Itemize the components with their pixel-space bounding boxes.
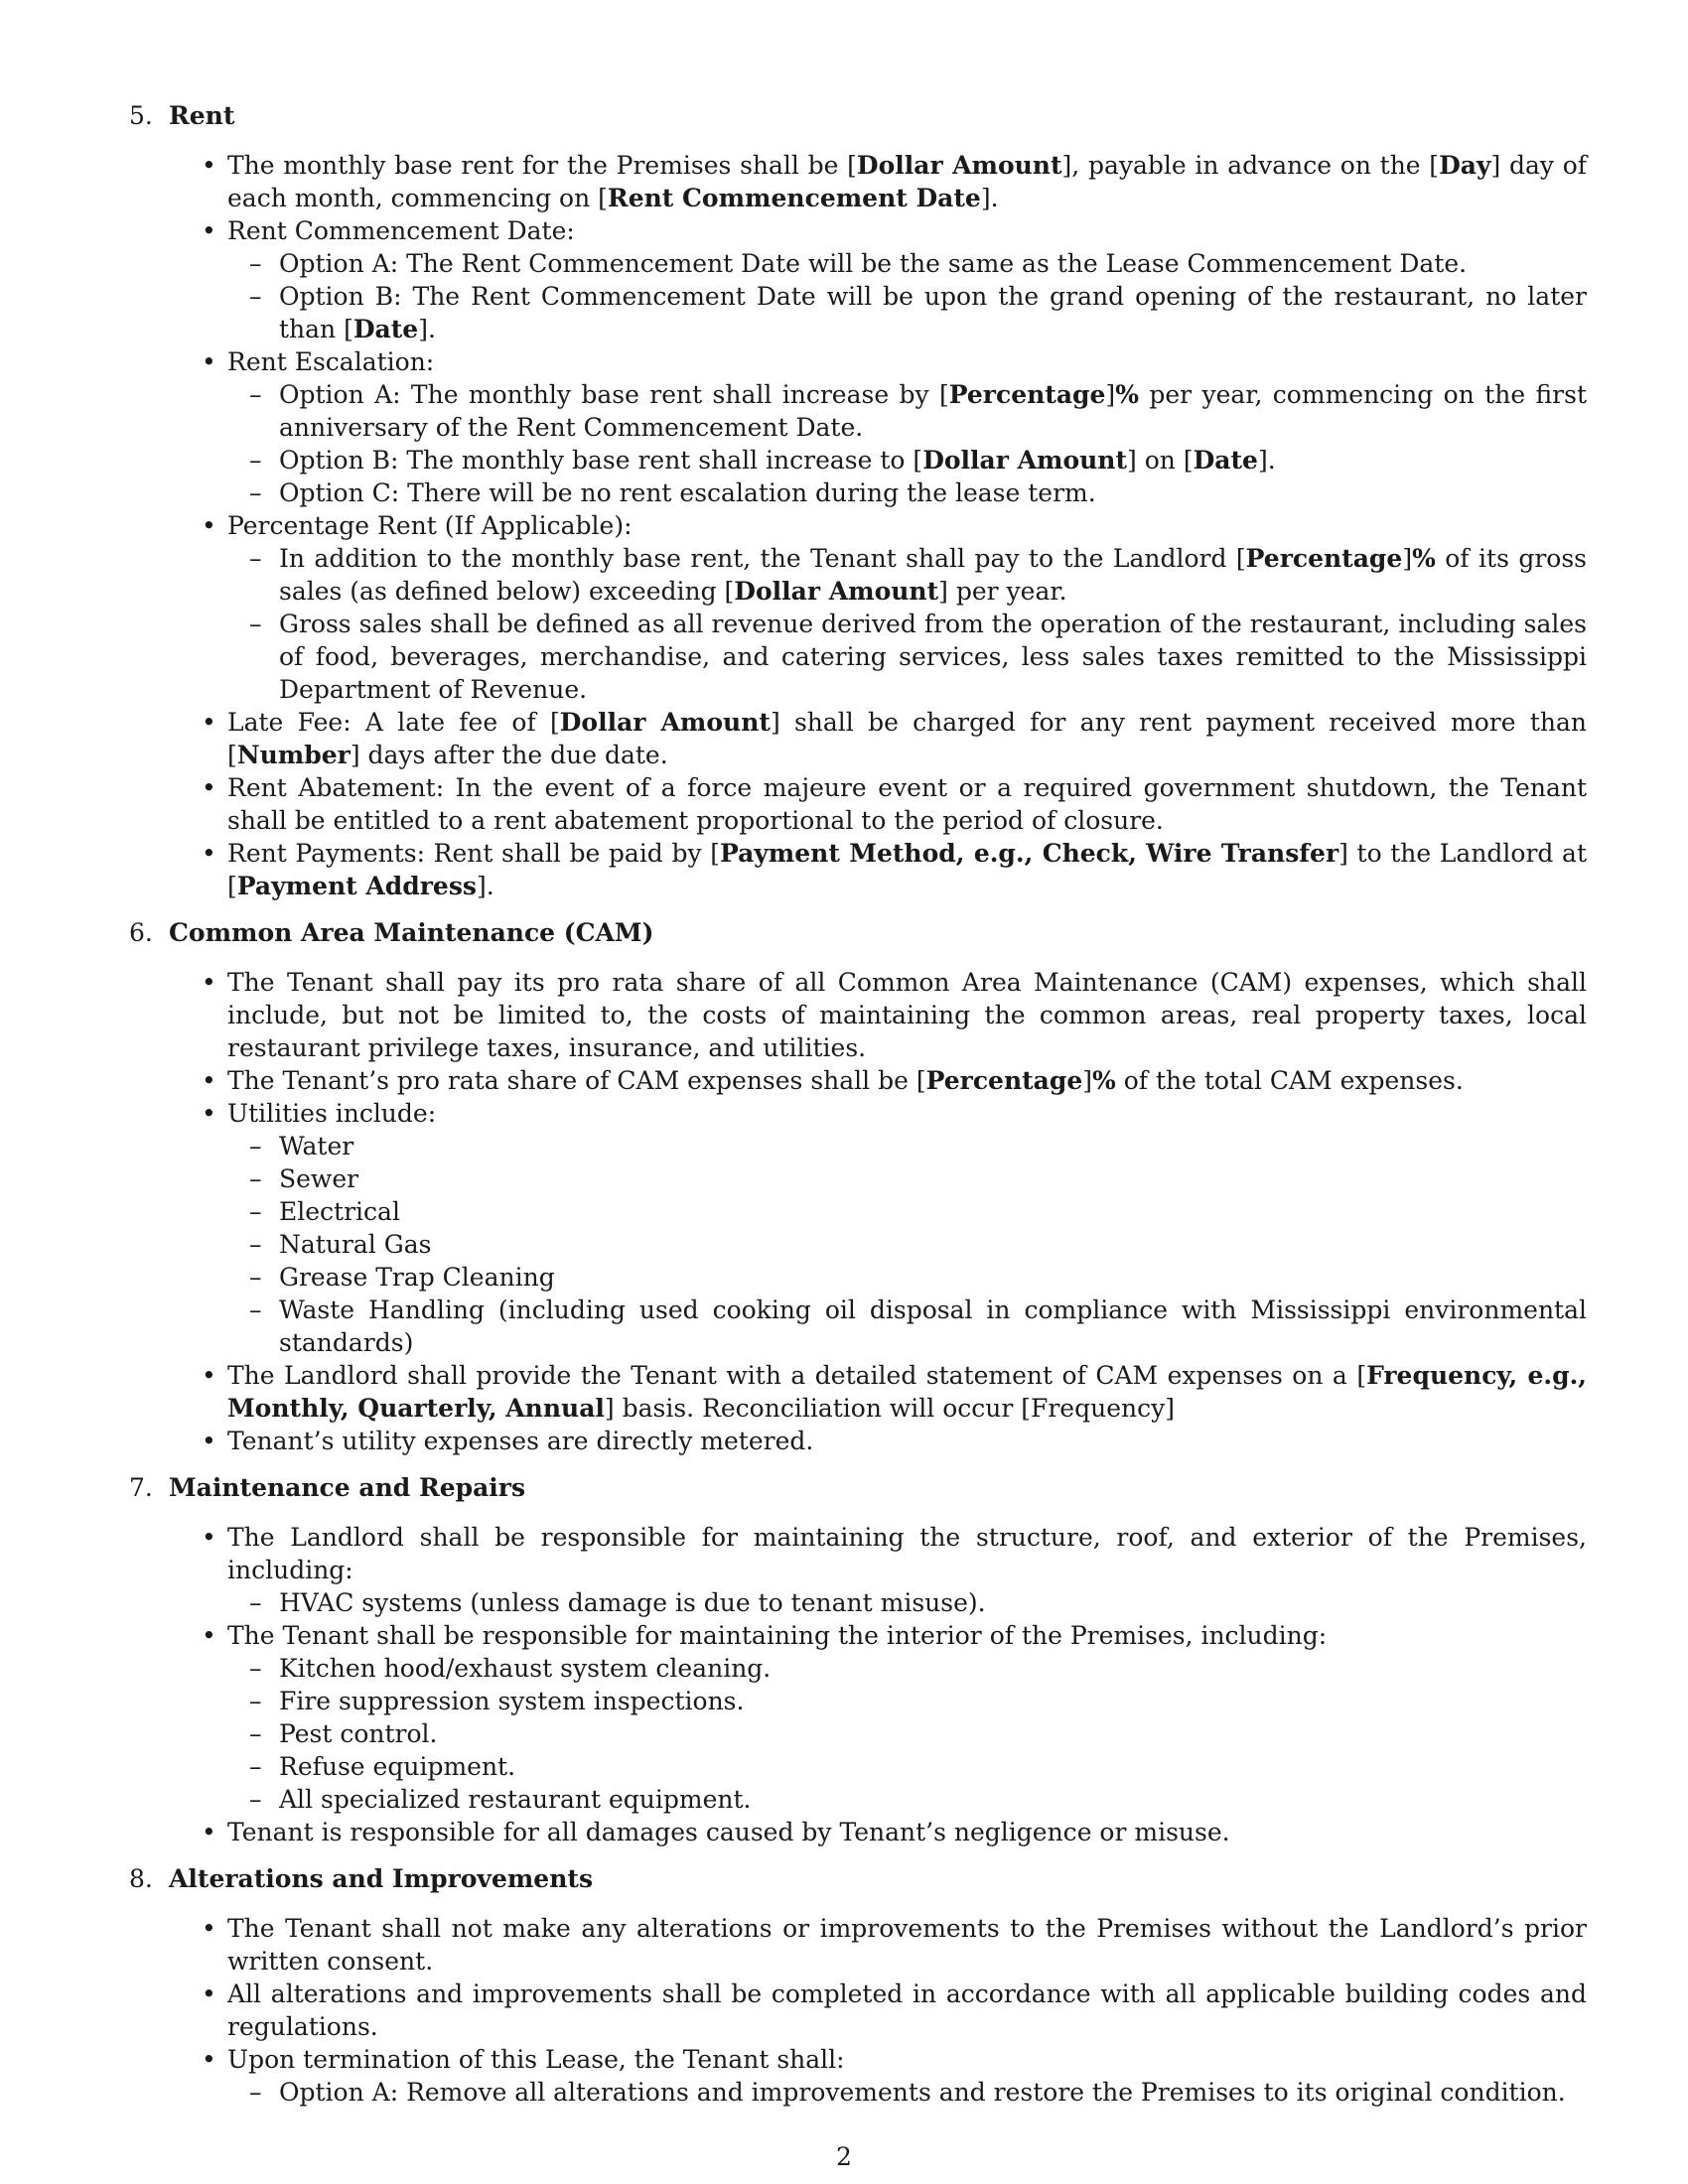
text-segment: Option B: The Rent Commencement Date will be upon the grand opening of the restaurant, no later than [ (279, 282, 1587, 343)
text-segment: of its gross sales (as defined below) exceeding [ (279, 544, 1587, 606)
section-heading (129, 916, 1587, 949)
placeholder-field: % (1092, 1066, 1116, 1095)
sub-list-item (279, 378, 1587, 444)
list-item (227, 345, 1587, 509)
section-title: Rent (169, 101, 235, 130)
sub-list (227, 378, 1587, 509)
sub-list-item (279, 247, 1587, 280)
text-segment: ]. (980, 184, 999, 212)
section-title: Alterations and Improvements (169, 1864, 594, 1893)
section (129, 99, 1587, 902)
placeholder-field: % (1115, 380, 1139, 409)
sub-list-item (279, 1717, 1587, 1750)
sub-list-item (279, 1294, 1587, 1359)
list-item (227, 1521, 1587, 1619)
section (129, 1471, 1587, 1848)
text-segment: Water (279, 1132, 354, 1160)
text-segment: In addition to the monthly base rent, the Tenant shall pay to the Landlord [ (279, 544, 1246, 573)
placeholder-field: Payment Method, e.g., Check, Wire Transfer (719, 839, 1339, 868)
text-segment: per year, commencing on the first anniversary of the Rent Commencement Date. (279, 380, 1587, 442)
text-segment: Option A: The Rent Commencement Date will be the same as the Lease Commencement Date. (279, 249, 1468, 278)
sub-list-item (279, 2076, 1587, 2109)
sub-list (227, 247, 1587, 345)
text-segment: Pest control. (279, 1719, 438, 1748)
text-segment: Option A: Remove all alterations and improvements and restore the Premises to its original condition. (279, 2078, 1566, 2107)
text-segment: HVAC systems (unless damage is due to tenant misuse). (279, 1588, 986, 1617)
sub-list (227, 1130, 1587, 1359)
placeholder-field: Date (352, 315, 419, 343)
list-item (227, 706, 1587, 771)
list-item (227, 214, 1587, 345)
sub-list-item (279, 1652, 1587, 1685)
list-item (227, 509, 1587, 706)
sub-list-item (279, 1586, 1587, 1619)
text-segment: The Tenant shall pay its pro rata share of all Common Area Maintenance (CAM) expenses, which shall include, but not be limited to, the costs of maintaining the common areas, real property taxes, local restaurant privilege taxes, insurance, and utilities. (227, 968, 1587, 1062)
text-segment: Gross sales shall be defined as all revenue derived from the operation of the restaurant, including sales of food, beverages, merchandise, and catering services, less sales taxes remitted to the Mississippi Department of Revenue. (279, 610, 1587, 704)
text-segment: The Landlord shall provide the Tenant with a detailed statement of CAM expenses on a [ (227, 1361, 1367, 1390)
sub-list (227, 1586, 1587, 1619)
section-title: Common Area Maintenance (CAM) (169, 918, 654, 947)
text-segment: ], payable in advance on the [ (1061, 151, 1440, 180)
text-segment: ]. (1257, 446, 1276, 475)
section (129, 1862, 1587, 2109)
text-segment: Electrical (279, 1197, 400, 1226)
text-segment: ] day of each month, commencing on [ (227, 151, 1587, 212)
list-item (227, 1619, 1587, 1816)
list-item (227, 2043, 1587, 2109)
text-segment: The Tenant’s pro rata share of CAM expenses shall be [ (227, 1066, 926, 1095)
list-item (227, 1359, 1587, 1425)
text-segment: ] (1082, 1066, 1093, 1095)
sub-list-item (279, 444, 1587, 477)
text-segment: Option A: The monthly base rent shall increase by [ (279, 380, 949, 409)
text-segment: Waste Handling (including used cooking oil disposal in compliance with Mississippi environmental standards) (279, 1296, 1587, 1357)
bullet-list (129, 1521, 1587, 1848)
sub-list-item (279, 1685, 1587, 1717)
list-item (227, 771, 1587, 837)
sub-list-item (279, 1195, 1587, 1228)
section-heading (129, 99, 1587, 132)
text-segment: ] to the Landlord at [ (227, 839, 1587, 900)
section-heading (129, 1471, 1587, 1504)
placeholder-field: Frequency, e.g., Monthly, Quarterly, Annual (227, 1361, 1587, 1423)
list-item (227, 1816, 1587, 1848)
placeholder-field: Dollar Amount (734, 577, 939, 606)
section-number: 8. (129, 1864, 153, 1893)
placeholder-field: Date (1193, 446, 1258, 475)
section (129, 916, 1587, 1457)
text-segment: Natural Gas (279, 1230, 432, 1259)
section-number: 7. (129, 1473, 153, 1502)
sub-list-item (279, 1228, 1587, 1261)
text-segment: ] on [ (1127, 446, 1194, 475)
text-segment: The monthly base rent for the Premises shall be [ (227, 151, 857, 180)
section-number: 5. (129, 101, 153, 130)
text-segment: ] (1402, 544, 1413, 573)
placeholder-field: Payment Address (236, 872, 477, 900)
text-segment: Upon termination of this Lease, the Tenant shall: (227, 2045, 845, 2074)
placeholder-field: Percentage (1245, 544, 1403, 573)
text-segment: Refuse equipment. (279, 1752, 516, 1781)
sub-list-item (279, 1783, 1587, 1816)
text-segment: Fire suppression system inspections. (279, 1687, 745, 1715)
placeholder-field: Rent Commencement Date (607, 184, 981, 212)
sub-list-item (279, 1162, 1587, 1195)
sub-list-item (279, 542, 1587, 608)
text-segment: ]. (477, 872, 494, 900)
text-segment: Rent Escalation: (227, 347, 435, 376)
sub-list-item (279, 1130, 1587, 1162)
placeholder-field: Dollar Amount (922, 446, 1128, 475)
text-segment: ] basis. Reconciliation will occur [Frequency] (604, 1394, 1175, 1423)
text-segment: Rent Commencement Date: (227, 216, 575, 245)
sub-list-item (279, 1750, 1587, 1783)
bullet-list (129, 1912, 1587, 2109)
text-segment: ] per year. (938, 577, 1067, 606)
document-body (129, 99, 1587, 2122)
sub-list-item (279, 280, 1587, 345)
text-segment: All alterations and improvements shall be completed in accordance with all applicable building codes and regulations. (227, 1979, 1587, 2041)
page-number: 2 (836, 2142, 852, 2171)
text-segment: Tenant is responsible for all damages caused by Tenant’s negligence or misuse. (227, 1818, 1230, 1846)
text-segment: Grease Trap Cleaning (279, 1263, 555, 1292)
text-segment: Percentage Rent (If Applicable): (227, 511, 633, 540)
text-segment: Utilities include: (227, 1099, 437, 1128)
list-item (227, 1097, 1587, 1359)
text-segment: Late Fee: A late fee of [ (227, 708, 560, 737)
placeholder-field: % (1412, 544, 1436, 573)
text-segment: The Tenant shall not make any alterations or improvements to the Premises without the Landlord’s prior written consent. (227, 1914, 1587, 1976)
text-segment: of the total CAM expenses. (1115, 1066, 1464, 1095)
sub-list-item (279, 1261, 1587, 1294)
text-segment: ] (1105, 380, 1116, 409)
list-item (227, 1064, 1587, 1097)
text-segment: All specialized restaurant equipment. (279, 1785, 752, 1814)
placeholder-field: Percentage (925, 1066, 1083, 1095)
list-item (227, 1978, 1587, 2043)
text-segment: The Landlord shall be responsible for maintaining the structure, roof, and exterior of the Premises, including: (227, 1523, 1587, 1584)
text-segment: ] days after the due date. (350, 741, 668, 769)
text-segment: ]. (418, 315, 436, 343)
sub-list (227, 542, 1587, 706)
bullet-list (129, 149, 1587, 902)
section-heading (129, 1862, 1587, 1895)
text-segment: Option B: The monthly base rent shall increase to [ (279, 446, 923, 475)
section-title: Maintenance and Repairs (169, 1473, 526, 1502)
text-segment: Tenant’s utility expenses are directly metered. (227, 1427, 814, 1455)
text-segment: Sewer (279, 1164, 359, 1193)
list-item (227, 149, 1587, 214)
list-item (227, 966, 1587, 1064)
text-segment: Rent Payments: Rent shall be paid by [ (227, 839, 720, 868)
list-item (227, 1425, 1587, 1457)
text-segment: Option C: There will be no rent escalation during the lease term. (279, 478, 1096, 507)
bullet-list (129, 966, 1587, 1457)
text-segment: The Tenant shall be responsible for maintaining the interior of the Premises, including: (227, 1621, 1328, 1650)
placeholder-field: Dollar Amount (559, 708, 771, 737)
placeholder-field: Number (236, 741, 351, 769)
sub-list-item (279, 608, 1587, 706)
sub-list (227, 1652, 1587, 1816)
placeholder-field: Day (1439, 151, 1491, 180)
text-segment: Kitchen hood/exhaust system cleaning. (279, 1654, 772, 1683)
placeholder-field: Dollar Amount (856, 151, 1062, 180)
placeholder-field: Percentage (948, 380, 1106, 409)
text-segment: Rent Abatement: In the event of a force majeure event or a required government shutdown, the Tenant shall be entitled to a rent abatement proportional to the period of closure. (227, 773, 1587, 835)
list-item (227, 837, 1587, 902)
sub-list (227, 2076, 1587, 2109)
section-number: 6. (129, 918, 153, 947)
sub-list-item (279, 477, 1587, 509)
list-item (227, 1912, 1587, 1978)
text-segment: ] shall be charged for any rent payment received more than [ (227, 708, 1587, 769)
